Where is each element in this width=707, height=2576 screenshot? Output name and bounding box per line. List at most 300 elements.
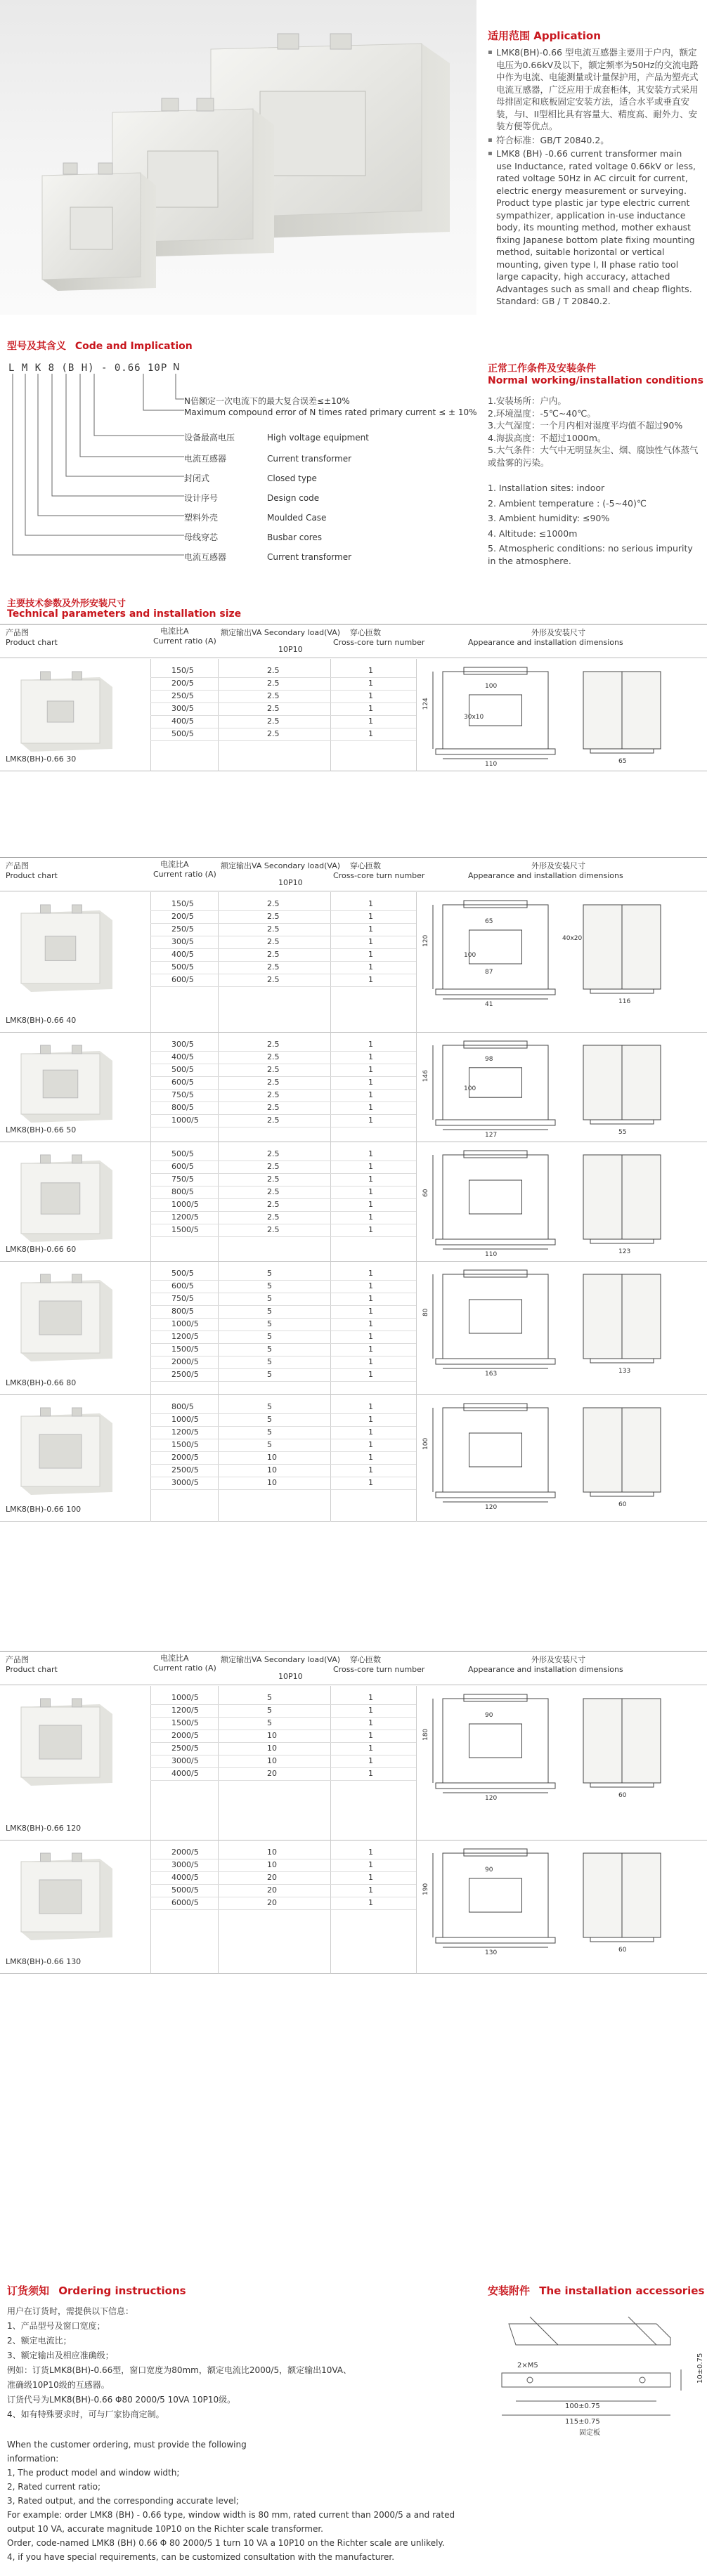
cell-secondary-load: 2.5: [267, 937, 280, 946]
cell-current-ratio: 1000/5: [171, 1415, 199, 1424]
cell-turns: 1: [368, 1269, 373, 1278]
cell-current-ratio: 4000/5: [171, 1769, 199, 1778]
cell-current-ratio: 6000/5: [171, 1898, 199, 1907]
cell-current-ratio: 500/5: [171, 1269, 194, 1278]
header-load: 额定输出VA Secondary load(VA): [221, 628, 341, 637]
parameter-block: [0, 1841, 707, 1974]
model-code-leader-lines: [10, 374, 200, 570]
model-title-cn: 型号及其含义: [7, 341, 66, 352]
cell-current-ratio: 800/5: [171, 1402, 194, 1411]
dimension-label: 130: [485, 1949, 498, 1956]
header-product-en: Product chart: [6, 871, 58, 880]
cell-current-ratio: 1200/5: [171, 1706, 199, 1715]
cell-secondary-load: 2.5: [267, 1090, 280, 1099]
dimension-label: 60: [618, 1947, 627, 1954]
cell-current-ratio: 3000/5: [171, 1478, 199, 1487]
cell-current-ratio: 200/5: [171, 679, 194, 688]
accessories-title-cn: 安装附件: [488, 2284, 531, 2297]
dimension-label: 180: [422, 1728, 429, 1741]
header-load-sub: 10P10: [278, 878, 303, 887]
model-code-letters: L M K 8 (B H) - 0.66 10P: [8, 362, 168, 374]
cell-current-ratio: 1200/5: [171, 1427, 199, 1437]
conditions-title-cn: 正常工作条件及安装条件: [488, 363, 596, 374]
cell-turns: 1: [368, 691, 373, 700]
cell-current-ratio: 4000/5: [171, 1873, 199, 1882]
cell-current-ratio: 2000/5: [171, 1731, 199, 1740]
cell-secondary-load: 2.5: [267, 1103, 280, 1112]
cell-turns: 1: [368, 1307, 373, 1316]
header-dims-en: Appearance and installation dimensions: [468, 871, 623, 880]
cell-secondary-load: 5: [267, 1370, 272, 1379]
cell-current-ratio: 1200/5: [171, 1332, 199, 1341]
dimension-label: 100: [485, 683, 498, 690]
accessories-title: [488, 2283, 704, 2298]
accessory-dim-100: 100±0.75: [565, 2402, 600, 2410]
ordering-en-line: For example: order LMK8 (BH) - 0.66 type, window width is 80 mm, rated current than 2000/5 a and rated: [7, 2510, 455, 2520]
dimension-label: 123: [618, 1248, 631, 1255]
cell-secondary-load: 2.5: [267, 729, 280, 738]
cell-current-ratio: 500/5: [171, 729, 194, 738]
header-dims-cn: 外形及安装尺寸: [531, 628, 585, 637]
cell-secondary-load: 5: [267, 1427, 272, 1437]
cell-turns: 1: [368, 1860, 373, 1869]
dimension-label: 163: [485, 1371, 498, 1378]
product-image: [14, 902, 119, 993]
cell-turns: 1: [368, 1415, 373, 1424]
header-dims-cn: 外形及安装尺寸: [531, 1655, 585, 1664]
header-turns-en: Cross-core turn number: [333, 871, 425, 880]
cell-current-ratio: 1000/5: [171, 1200, 199, 1209]
cell-turns: 1: [368, 1225, 373, 1234]
cell-current-ratio: 3000/5: [171, 1860, 199, 1869]
dimension-label: 110: [485, 1251, 498, 1258]
cell-secondary-load: 5: [267, 1693, 272, 1702]
cell-current-ratio: 600/5: [171, 1078, 194, 1087]
ordering-en-block: [7, 2438, 703, 2564]
cell-secondary-load: 2.5: [267, 975, 280, 984]
cell-current-ratio: 250/5: [171, 691, 194, 700]
model-row-busbar: 母线穿芯 Busbar cores: [184, 532, 323, 542]
ordering-cn-line: 例如：订货LMK8(BH)-0.66型，窗口宽度为80mm，额定电流比2000/5，额定输出10VA、: [7, 2365, 351, 2375]
outline-drawing: [422, 1267, 703, 1378]
dimension-label: 146: [422, 1070, 429, 1083]
product-model-label: LMK8(BH)-0.66 80: [6, 1378, 77, 1387]
ordering-en-line: 1, The product model and window width;: [7, 2468, 180, 2478]
outline-drawing: [422, 665, 703, 768]
cell-turns: 1: [368, 1052, 373, 1061]
cell-turns: 1: [368, 1162, 373, 1171]
ordering-title-en: Ordering instructions: [58, 2284, 186, 2297]
cell-current-ratio: 600/5: [171, 975, 194, 984]
cell-secondary-load: 2.5: [267, 717, 280, 726]
model-row-voltage: 设备最高电压 High voltage equipment: [184, 433, 369, 443]
parameter-block: [0, 659, 707, 771]
cell-secondary-load: 2.5: [267, 1149, 280, 1158]
cell-secondary-load: 10: [267, 1453, 277, 1462]
dimension-label: 116: [618, 998, 631, 1005]
dimension-label: 55: [618, 1129, 627, 1136]
small-transformer-image: [42, 163, 156, 291]
cell-turns: 1: [368, 729, 373, 738]
cell-turns: 1: [368, 679, 373, 688]
accessory-drawing: [488, 2303, 703, 2436]
cell-turns: 1: [368, 1898, 373, 1907]
accessory-dim-115: 115±0.75: [565, 2418, 600, 2426]
application-list: [488, 46, 699, 308]
application-bullet-standard: ▪ 符合标准：GB/T 20840.2。: [488, 134, 699, 147]
conditions-en-list: [488, 482, 702, 567]
cell-turns: 1: [368, 1848, 373, 1857]
cell-turns: 1: [368, 1440, 373, 1449]
cell-current-ratio: 600/5: [171, 1281, 194, 1290]
dimension-label: 120: [485, 1795, 498, 1802]
cell-turns: 1: [368, 1402, 373, 1411]
condition-cn-2: 2.环境温度：-5℃~40℃。: [488, 407, 596, 419]
cell-turns: 1: [368, 1319, 373, 1328]
cell-turns: 1: [368, 1103, 373, 1112]
header-load-sub: 10P10: [278, 645, 303, 654]
conditions-title-en: Normal working/installation conditions: [488, 375, 703, 386]
header-dims-en: Appearance and installation dimensions: [468, 638, 623, 647]
cell-current-ratio: 2000/5: [171, 1848, 199, 1857]
cell-current-ratio: 1200/5: [171, 1212, 199, 1222]
condition-cn-1: 1.安装场所：户内。: [488, 395, 566, 406]
outline-drawing: [422, 898, 703, 1008]
product-image: [14, 1850, 119, 1942]
cell-turns: 1: [368, 1116, 373, 1125]
outline-drawing: [422, 1692, 703, 1802]
parameter-block: [0, 1262, 707, 1395]
cell-turns: 1: [368, 1756, 373, 1765]
condition-en-1: 1. Installation sites: indoor: [488, 483, 605, 493]
cell-current-ratio: 150/5: [171, 666, 194, 675]
cell-current-ratio: 150/5: [171, 899, 194, 908]
dimension-label: 90: [485, 1712, 493, 1719]
cell-turns: 1: [368, 704, 373, 713]
cell-secondary-load: 10: [267, 1478, 277, 1487]
product-model-label: LMK8(BH)-0.66 40: [6, 1016, 77, 1025]
model-row-ct2: 电流互感器 Current transformer: [184, 552, 352, 562]
dimension-label: 41: [485, 1001, 493, 1008]
ordering-cn-line: 3、额定输出及相应准确级；: [7, 2351, 114, 2360]
condition-cn-4: 4.海拔高度：不超过1000m。: [488, 432, 607, 443]
cell-current-ratio: 750/5: [171, 1294, 194, 1303]
cell-current-ratio: 500/5: [171, 1065, 194, 1074]
cell-current-ratio: 400/5: [171, 1052, 194, 1061]
cell-secondary-load: 2.5: [267, 1225, 280, 1234]
cell-current-ratio: 250/5: [171, 924, 194, 934]
cell-current-ratio: 1000/5: [171, 1319, 199, 1328]
cell-current-ratio: 300/5: [171, 704, 194, 713]
table-header: [0, 624, 707, 659]
cell-turns: 1: [368, 1873, 373, 1882]
header-product-cn: 产品图: [6, 1655, 29, 1664]
model-row-case: 塑料外壳 Moulded Case: [184, 513, 327, 523]
cell-turns: 1: [368, 1281, 373, 1290]
cell-secondary-load: 5: [267, 1415, 272, 1424]
cell-current-ratio: 800/5: [171, 1103, 194, 1112]
product-model-label: LMK8(BH)-0.66 120: [6, 1824, 82, 1833]
table-header: [0, 1651, 707, 1686]
product-model-label: LMK8(BH)-0.66 60: [6, 1245, 77, 1254]
application-title: 适用范围 Application: [488, 30, 601, 42]
cell-turns: 1: [368, 1370, 373, 1379]
cell-secondary-load: 5: [267, 1718, 272, 1727]
cell-turns: 1: [368, 1744, 373, 1753]
cell-secondary-load: 20: [267, 1898, 277, 1907]
cell-turns: 1: [368, 1187, 373, 1196]
header-turns-cn: 穿心匝数: [350, 861, 381, 870]
ordering-cn-line: 1、产品型号及窗口宽度；: [7, 2321, 105, 2331]
cell-secondary-load: 20: [267, 1769, 277, 1778]
dimension-label: 60: [618, 1792, 627, 1799]
product-image: [14, 669, 119, 753]
cell-turns: 1: [368, 1769, 373, 1778]
cell-turns: 1: [368, 666, 373, 675]
cell-current-ratio: 2500/5: [171, 1465, 199, 1475]
product-image: [14, 1271, 119, 1363]
cell-secondary-load: 5: [267, 1440, 272, 1449]
cell-turns: 1: [368, 1078, 373, 1087]
ordering-en-line: Order, code-named LMK8 (BH) 0.66 Φ 80 2000/5 1 turn 10 VA a 10P10 on the Richter scale are unlikely.: [7, 2538, 445, 2548]
cell-current-ratio: 1500/5: [171, 1225, 199, 1234]
cell-current-ratio: 400/5: [171, 717, 194, 726]
model-row-ct: 电流互感器 Current transformer: [184, 454, 352, 464]
cell-secondary-load: 5: [267, 1402, 272, 1411]
ordering-en-line: information:: [7, 2454, 59, 2464]
cell-secondary-load: 2.5: [267, 1212, 280, 1222]
header-ratio-cn: 电流比A: [160, 1654, 189, 1663]
ordering-en-line: output 10 VA, accurate magnitude 10P10 on the Richter scale transformer.: [7, 2524, 323, 2534]
cell-secondary-load: 2.5: [267, 1065, 280, 1074]
ordering-cn-line: 订货代号为LMK8(BH)-0.66 Φ80 2000/5 10VA 10P10级。: [7, 2395, 236, 2405]
cell-secondary-load: 2.5: [267, 691, 280, 700]
header-ratio-en: Current ratio (A): [153, 636, 216, 646]
cell-secondary-load: 20: [267, 1873, 277, 1882]
cell-current-ratio: 1500/5: [171, 1718, 199, 1727]
condition-en-4: 4. Altitude: ≤1000m: [488, 528, 578, 539]
cell-turns: 1: [368, 1718, 373, 1727]
ordering-cn-line: 4、如有特殊要求时，可与厂家协商定制。: [7, 2410, 164, 2419]
header-product-en: Product chart: [6, 1665, 58, 1674]
cell-secondary-load: 10: [267, 1860, 277, 1869]
cell-turns: 1: [368, 1427, 373, 1437]
cell-turns: 1: [368, 1693, 373, 1702]
model-row-design: 设计序号 Design code: [184, 493, 320, 503]
header-ratio-en: Current ratio (A): [153, 1663, 216, 1673]
dimension-label: 65: [618, 758, 627, 765]
cell-turns: 1: [368, 1345, 373, 1354]
parameter-block: [0, 1395, 707, 1522]
cell-secondary-load: 5: [267, 1706, 272, 1715]
accessory-caption: 固定板: [579, 2429, 600, 2437]
product-image: [14, 1696, 119, 1787]
cell-secondary-load: 10: [267, 1756, 277, 1765]
cell-turns: 1: [368, 1294, 373, 1303]
cell-turns: 1: [368, 950, 373, 959]
dimension-label: 80: [422, 1308, 429, 1316]
cell-turns: 1: [368, 1357, 373, 1366]
parameter-block: [0, 1142, 707, 1262]
cell-secondary-load: 2.5: [267, 962, 280, 972]
model-title-en: Code and Implication: [74, 341, 193, 352]
condition-cn-3: 3.大气湿度：一个月内相对湿度平均值不超过90%: [488, 420, 683, 431]
condition-en-2: 2. Ambient temperature : (-5~40)℃: [488, 497, 647, 509]
cell-secondary-load: 20: [267, 1885, 277, 1895]
cell-turns: 1: [368, 924, 373, 934]
outline-drawing: [422, 1148, 703, 1258]
dimension-label: 65: [485, 918, 493, 925]
condition-en-5: 5. Atmospheric conditions: no serious impurity in the atmosphere.: [488, 543, 693, 566]
cell-turns: 1: [368, 1040, 373, 1049]
ordering-title: [7, 2283, 186, 2298]
cell-current-ratio: 5000/5: [171, 1885, 199, 1895]
header-turns-en: Cross-core turn number: [333, 638, 425, 647]
header-load-sub: 10P10: [278, 1672, 303, 1681]
cell-secondary-load: 2.5: [267, 1162, 280, 1171]
cell-secondary-load: 10: [267, 1731, 277, 1740]
dimension-label: 190: [422, 1883, 429, 1895]
dimension-label: 90: [485, 1866, 493, 1874]
cell-secondary-load: 2.5: [267, 1200, 280, 1209]
cell-turns: 1: [368, 1453, 373, 1462]
cell-current-ratio: 500/5: [171, 962, 194, 972]
cell-turns: 1: [368, 1090, 373, 1099]
cell-secondary-load: 5: [267, 1294, 272, 1303]
dimension-label: 120: [485, 1504, 498, 1511]
cell-secondary-load: 2.5: [267, 1040, 280, 1049]
cell-current-ratio: 1000/5: [171, 1693, 199, 1702]
cell-current-ratio: 750/5: [171, 1175, 194, 1184]
cell-secondary-load: 5: [267, 1345, 272, 1354]
cell-current-ratio: 3000/5: [171, 1756, 199, 1765]
cell-secondary-load: 5: [267, 1332, 272, 1341]
header-ratio-en: Current ratio (A): [153, 870, 216, 879]
product-image: [14, 1042, 119, 1124]
parameter-block: [0, 1033, 707, 1142]
cell-secondary-load: 2.5: [267, 679, 280, 688]
cell-current-ratio: 750/5: [171, 1090, 194, 1099]
outline-drawing: [422, 1846, 703, 1956]
cell-turns: 1: [368, 1065, 373, 1074]
outline-drawing: [422, 1038, 703, 1139]
hero-product-photo: [0, 0, 476, 315]
header-turns-cn: 穿心匝数: [350, 1655, 381, 1664]
cell-current-ratio: 800/5: [171, 1187, 194, 1196]
cell-secondary-load: 2.5: [267, 1116, 280, 1125]
cell-current-ratio: 2000/5: [171, 1357, 199, 1366]
dimension-label: 40x20: [562, 935, 583, 942]
dimension-label: 60: [618, 1501, 627, 1508]
cell-secondary-load: 2.5: [267, 950, 280, 959]
dimension-label: 133: [618, 1368, 631, 1375]
cell-turns: 1: [368, 962, 373, 972]
header-ratio-cn: 电流比A: [160, 627, 189, 636]
product-model-label: LMK8(BH)-0.66 130: [6, 1957, 82, 1966]
cell-current-ratio: 1500/5: [171, 1440, 199, 1449]
header-product-cn: 产品图: [6, 628, 29, 637]
cell-current-ratio: 2000/5: [171, 1453, 199, 1462]
dimension-label: 98: [485, 1055, 493, 1063]
cell-turns: 1: [368, 1149, 373, 1158]
cell-current-ratio: 600/5: [171, 1162, 194, 1171]
dimension-label: 120: [422, 934, 429, 947]
cell-turns: 1: [368, 1332, 373, 1341]
application-bullet-cn: ▪ LMK8(BH)-0.66 型电流互感器主要用于户内，额定电压为0.66kV及以下，额定频率为50Hz的交流电路中作为电流、电能测量或计量保护用，产品为塑壳式电流互感器，广泛应用于成套柜体，其安装方式采用母排固定和底板固定安装方法，适合水平或垂直安装，与I、II型相比具有容量大、精度高、耐外力、安装方便等优点。: [488, 46, 699, 133]
condition-en-3: 3. Ambient humidity: ≤90%: [488, 513, 610, 523]
ordering-cn-line: 准确级10P10级的互感器。: [7, 2380, 110, 2390]
dimension-label: 100: [464, 952, 476, 959]
cell-turns: 1: [368, 1212, 373, 1222]
cell-turns: 1: [368, 1200, 373, 1209]
product-model-label: LMK8(BH)-0.66 50: [6, 1125, 77, 1135]
accessories-title-en: The installation accessories: [539, 2284, 705, 2297]
cell-turns: 1: [368, 1885, 373, 1895]
cell-turns: 1: [368, 937, 373, 946]
cell-turns: 1: [368, 899, 373, 908]
header-product-en: Product chart: [6, 638, 58, 647]
cell-turns: 1: [368, 1731, 373, 1740]
parameter-block: [0, 892, 707, 1033]
dimension-label: 30x10: [464, 714, 484, 721]
cell-current-ratio: 300/5: [171, 937, 194, 946]
cell-secondary-load: 2.5: [267, 1187, 280, 1196]
cell-secondary-load: 10: [267, 1744, 277, 1753]
header-product-cn: 产品图: [6, 861, 29, 870]
cell-secondary-load: 2.5: [267, 899, 280, 908]
dimension-label: 124: [422, 698, 429, 710]
cell-turns: 1: [368, 1465, 373, 1475]
cell-current-ratio: 800/5: [171, 1307, 194, 1316]
header-dims-en: Appearance and installation dimensions: [468, 1665, 623, 1674]
model-row-error-en: Maximum compound error of N times rated primary current ≤ ± 10%: [184, 407, 477, 417]
cell-current-ratio: 1000/5: [171, 1116, 199, 1125]
ordering-en-line: 3, Rated output, and the corresponding accurate level;: [7, 2496, 239, 2506]
cell-current-ratio: 400/5: [171, 950, 194, 959]
technical-title-cn: 主要技术参数及外形安装尺寸: [7, 599, 127, 609]
header-load: 额定输出VA Secondary load(VA): [221, 861, 341, 870]
cell-turns: 1: [368, 1478, 373, 1487]
product-image: [14, 1405, 119, 1496]
header-load: 额定输出VA Secondary load(VA): [221, 1655, 341, 1664]
cell-turns: 1: [368, 717, 373, 726]
ordering-en-line: 2, Rated current ratio;: [7, 2482, 101, 2492]
model-row-error-cn: N倍额定一次电流下的最大复合误差≤±10%: [184, 396, 350, 406]
cell-current-ratio: 300/5: [171, 1040, 194, 1049]
dimension-label: 127: [485, 1132, 498, 1139]
dimension-label: 87: [485, 969, 493, 976]
conditions-cn-list: [488, 395, 702, 469]
condition-cn-5: 5.大气条件：大气中无明显灰尘、烟、腐蚀性气体蒸气或盐雾的污染。: [488, 445, 699, 468]
cell-secondary-load: 5: [267, 1307, 272, 1316]
cell-secondary-load: 5: [267, 1281, 272, 1290]
header-ratio-cn: 电流比A: [160, 860, 189, 869]
accessory-dim-10: 10±0.75: [696, 2353, 704, 2384]
cell-turns: 1: [368, 1706, 373, 1715]
cell-current-ratio: 500/5: [171, 1149, 194, 1158]
header-turns-cn: 穿心匝数: [350, 628, 381, 637]
cell-secondary-load: 5: [267, 1357, 272, 1366]
cell-turns: 1: [368, 912, 373, 921]
technical-title-en: Technical parameters and installation size: [7, 608, 242, 620]
ordering-cn-line: 2、额定电流比；: [7, 2336, 72, 2346]
cell-current-ratio: 1500/5: [171, 1345, 199, 1354]
product-model-label: LMK8(BH)-0.66 30: [6, 754, 77, 764]
table-header: [0, 857, 707, 892]
dimension-label: 100: [464, 1085, 476, 1093]
header-dims-cn: 外形及安装尺寸: [531, 861, 585, 870]
dimension-label: 60: [422, 1189, 429, 1197]
